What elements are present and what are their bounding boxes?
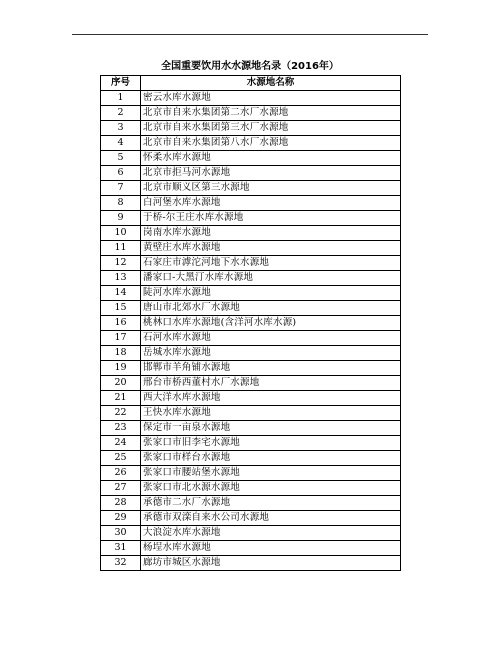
water-source-name-cell: 承德市二水厂水源地	[141, 496, 401, 511]
table-row	[101, 526, 401, 541]
water-source-name-cell: 密云水库水源地	[141, 91, 401, 106]
page-header-rule	[72, 34, 428, 35]
row-number-cell: 13	[101, 271, 141, 286]
water-source-name-cell: 廊坊市城区水源地	[141, 556, 401, 571]
water-source-name-cell: 怀柔水库水源地	[141, 151, 401, 166]
row-number-cell: 15	[101, 301, 141, 316]
row-number-cell: 5	[101, 151, 141, 166]
table-row	[101, 181, 401, 196]
table-row	[101, 481, 401, 496]
table-row	[101, 136, 401, 151]
water-source-name-cell: 桃林口水库水源地(含洋河水库水源)	[141, 316, 401, 331]
table-row	[101, 511, 401, 526]
water-source-name-cell: 北京市自来水集团第二水厂水源地	[141, 106, 401, 121]
water-source-name-cell: 张家口市腰站堡水源地	[141, 466, 401, 481]
row-number-cell: 27	[101, 481, 141, 496]
row-number-cell: 18	[101, 346, 141, 361]
row-number-cell: 17	[101, 331, 141, 346]
row-number-cell: 12	[101, 256, 141, 271]
row-number-cell: 20	[101, 376, 141, 391]
table-row	[101, 211, 401, 226]
table-row	[101, 106, 401, 121]
row-number-cell: 16	[101, 316, 141, 331]
row-number-cell: 19	[101, 361, 141, 376]
water-source-name-cell: 西大洋水库水源地	[141, 391, 401, 406]
table-row	[101, 271, 401, 286]
row-number-cell: 26	[101, 466, 141, 481]
water-source-name-cell: 白河堡水库水源地	[141, 196, 401, 211]
column-header-name: 水源地名称	[141, 76, 401, 91]
water-source-name-cell: 北京市自来水集团第三水厂水源地	[141, 121, 401, 136]
table-row	[101, 466, 401, 481]
water-source-name-cell: 北京市自来水集团第八水厂水源地	[141, 136, 401, 151]
row-number-cell: 8	[101, 196, 141, 211]
document-title: 全国重要饮用水水源地名录（2016年）	[161, 61, 339, 72]
row-number-cell: 23	[101, 421, 141, 436]
row-number-cell: 32	[101, 556, 141, 571]
row-number-cell: 4	[101, 136, 141, 151]
row-number-cell: 11	[101, 241, 141, 256]
table-row	[101, 556, 401, 571]
row-number-cell: 7	[101, 181, 141, 196]
row-number-cell: 31	[101, 541, 141, 556]
water-source-name-cell: 岳城水库水源地	[141, 346, 401, 361]
row-number-cell: 9	[101, 211, 141, 226]
table-row	[101, 376, 401, 391]
table-body	[101, 91, 401, 571]
table-row	[101, 331, 401, 346]
table-row	[101, 316, 401, 331]
row-number-cell: 10	[101, 226, 141, 241]
table-row	[101, 496, 401, 511]
water-source-name-cell: 承德市双滦自来水公司水源地	[141, 511, 401, 526]
water-source-name-cell: 张家口市北水源水源地	[141, 481, 401, 496]
row-number-cell: 1	[101, 91, 141, 106]
water-source-name-cell: 于桥-尔王庄水库水源地	[141, 211, 401, 226]
water-source-name-cell: 邯郸市羊角铺水源地	[141, 361, 401, 376]
water-source-name-cell: 北京市顺义区第三水源地	[141, 181, 401, 196]
water-source-name-cell: 岗南水库水源地	[141, 226, 401, 241]
water-source-name-cell: 潘家口-大黑汀水库水源地	[141, 271, 401, 286]
table-row	[101, 301, 401, 316]
row-number-cell: 28	[101, 496, 141, 511]
water-source-name-cell: 唐山市北郊水厂水源地	[141, 301, 401, 316]
row-number-cell: 22	[101, 406, 141, 421]
table-row	[101, 121, 401, 136]
row-number-cell: 24	[101, 436, 141, 451]
table-row	[101, 391, 401, 406]
column-header-number: 序号	[101, 76, 141, 91]
table-row	[101, 406, 401, 421]
water-source-name-cell: 王快水库水源地	[141, 406, 401, 421]
table-row	[101, 256, 401, 271]
table-row	[101, 91, 401, 106]
table-row	[101, 421, 401, 436]
water-source-name-cell: 邢台市桥西董村水厂水源地	[141, 376, 401, 391]
water-source-name-cell: 杨埕水库水源地	[141, 541, 401, 556]
water-source-name-cell: 张家口市样台水源地	[141, 451, 401, 466]
water-source-name-cell: 石河水库水源地	[141, 331, 401, 346]
table-row	[101, 241, 401, 256]
water-source-name-cell: 陡河水库水源地	[141, 286, 401, 301]
water-source-name-cell: 大浪淀水库水源地	[141, 526, 401, 541]
table-row	[101, 286, 401, 301]
row-number-cell: 14	[101, 286, 141, 301]
table-row	[101, 436, 401, 451]
water-source-name-cell: 石家庄市滹沱河地下水水源地	[141, 256, 401, 271]
row-number-cell: 2	[101, 106, 141, 121]
water-source-table	[100, 75, 401, 571]
table-row	[101, 541, 401, 556]
table-row	[101, 226, 401, 241]
row-number-cell: 6	[101, 166, 141, 181]
water-source-name-cell: 黄壁庄水库水源地	[141, 241, 401, 256]
row-number-cell: 25	[101, 451, 141, 466]
row-number-cell: 29	[101, 511, 141, 526]
table-row	[101, 361, 401, 376]
water-source-name-cell: 北京市拒马河水源地	[141, 166, 401, 181]
row-number-cell: 21	[101, 391, 141, 406]
table-row	[101, 166, 401, 181]
table-row	[101, 451, 401, 466]
row-number-cell: 3	[101, 121, 141, 136]
water-source-name-cell: 保定市一亩泉水源地	[141, 421, 401, 436]
row-number-cell: 30	[101, 526, 141, 541]
table-row	[101, 346, 401, 361]
table-header-row	[101, 76, 401, 91]
table-row	[101, 151, 401, 166]
water-source-name-cell: 张家口市旧李宅水源地	[141, 436, 401, 451]
table-row	[101, 196, 401, 211]
